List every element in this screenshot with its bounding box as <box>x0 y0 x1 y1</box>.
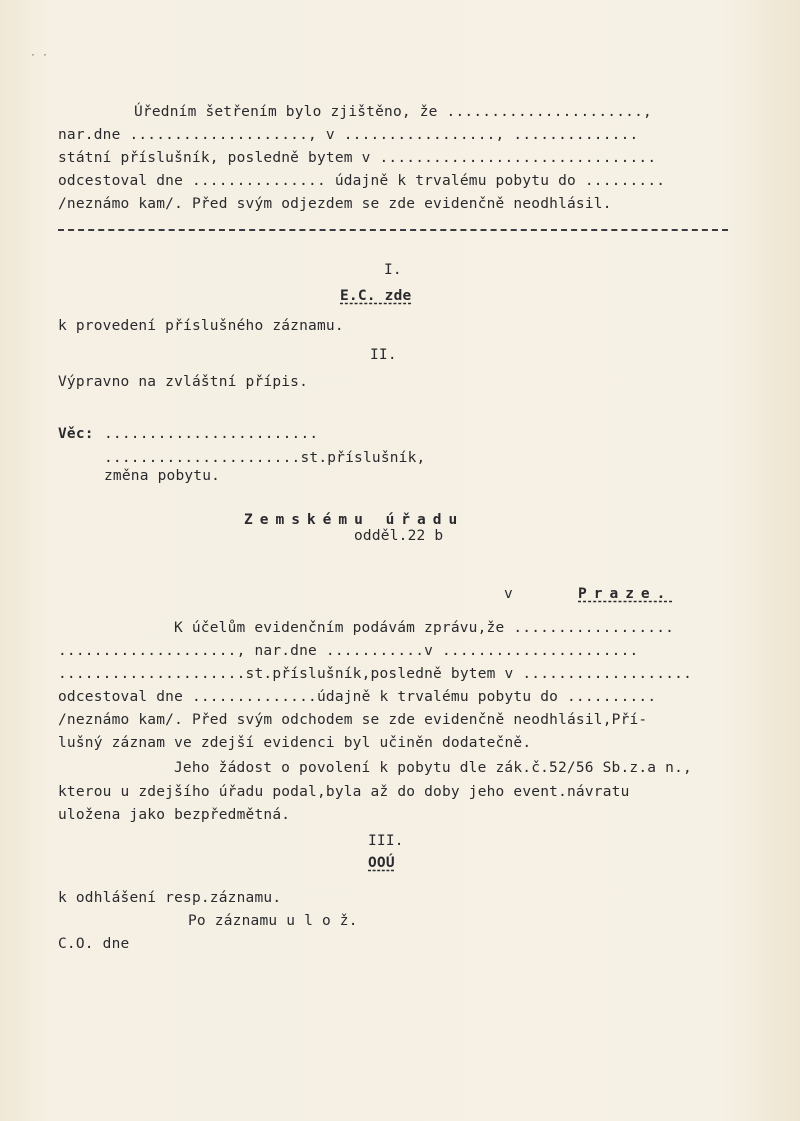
letter-line-9: uložena jako bezpředmětná. <box>58 807 291 823</box>
address-city: Praze. <box>578 586 673 602</box>
letter-line-6: lušný záznam ve zdejší evidenci byl učiněn dodatečně. <box>58 735 532 751</box>
subject-line-2: ......................st.příslušník, <box>104 450 426 466</box>
section-1-numeral: I. <box>384 262 402 278</box>
letter-line-5: /neznámo kam/. Před svým odchodem se zde evidenčně neodhlásil,Pří- <box>58 712 648 728</box>
letter-line-7: Jeho žádost o povolení k pobytu dle zák.č.52/56 Sb.z.a n., <box>174 760 692 776</box>
corner-mark-icon: · · <box>30 50 49 61</box>
address-office: Zemskému úřadu <box>244 512 465 528</box>
section-3-heading: OOÚ <box>368 855 395 871</box>
header-line-4: odcestoval dne ............... údajně k trvalému pobytu do ......... <box>58 173 666 189</box>
section-1-text: k provedení příslušného záznamu. <box>58 318 344 334</box>
section-3-footer: C.O. dne <box>58 936 130 952</box>
letter-line-4: odcestoval dne ..............údajně k trvalému pobytu do .......... <box>58 689 657 705</box>
letter-line-3: .....................st.příslušník,posledně bytem v ................... <box>58 666 693 682</box>
separator-rule <box>58 229 728 231</box>
section-2-text: Výpravno na zvláštní přípis. <box>58 374 309 390</box>
address-department: odděl.22 b <box>354 528 444 544</box>
letter-line-1: K účelům evidenčním podávám zprávu,že .................. <box>174 620 675 636</box>
section-2-numeral: II. <box>370 347 397 363</box>
header-line-5: /neznámo kam/. Před svým odjezdem se zde evidenčně neodhlásil. <box>58 196 612 212</box>
header-line-2: nar.dne ...................., v ................., .............. <box>58 127 639 143</box>
section-1-heading: E.C. zde <box>340 288 412 304</box>
section-3-text: k odhlášení resp.záznamu. <box>58 890 282 906</box>
subject-line-3: změna pobytu. <box>104 468 221 484</box>
section-3-closing: Po záznamu u l o ž. <box>188 913 358 929</box>
subject-label: Věc: <box>58 426 94 442</box>
address-city-prefix: v <box>504 586 513 602</box>
header-line-1: Úředním šetřením bylo zjištěno, že ......................, <box>134 104 652 120</box>
subject-dots: ........................ <box>104 426 319 442</box>
letter-line-8: kterou u zdejšího úřadu podal,byla až do doby jeho event.návratu <box>58 784 630 800</box>
section-3-numeral: III. <box>368 833 404 849</box>
letter-line-2: ...................., nar.dne ...........v ...................... <box>58 643 639 659</box>
header-line-3: státní příslušník, posledně bytem v ............................... <box>58 150 657 166</box>
